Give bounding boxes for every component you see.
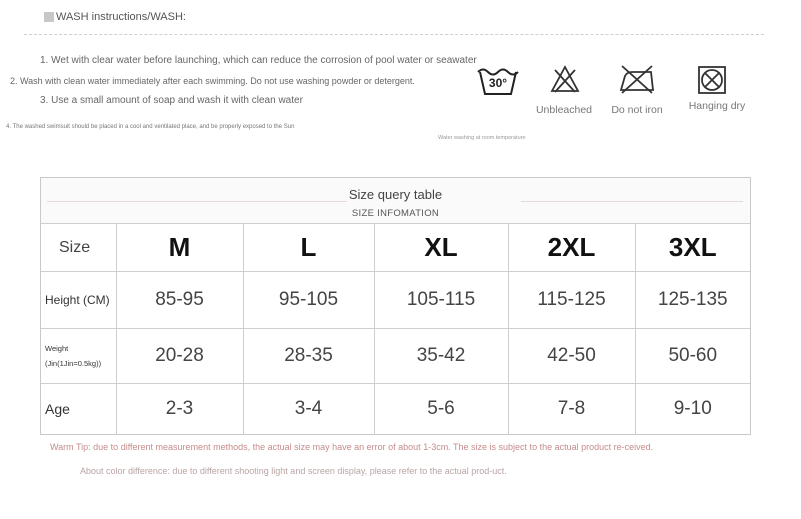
color-difference-tip: About color difference: due to different shooting light and screen display, please refer to the actual prod-uct. xyxy=(80,466,507,476)
table-cell: 105-115 xyxy=(374,272,508,329)
size-header-row xyxy=(41,224,750,272)
table-cell: 9-10 xyxy=(635,384,750,435)
no-iron-label: Do not iron xyxy=(611,104,663,116)
wash-title-text: WASH instructions/WASH: xyxy=(56,11,186,23)
size-table-title: Size query table xyxy=(348,187,443,202)
no-bleach-icon xyxy=(550,64,580,94)
size-grid xyxy=(41,223,750,435)
table-cell: 20-28 xyxy=(116,329,243,384)
size-header-cell: 2XL xyxy=(508,224,635,272)
size-header-cell: 3XL xyxy=(635,224,750,272)
table-cell: 5-6 xyxy=(374,384,508,435)
divider xyxy=(24,34,764,35)
size-corner-label: Size xyxy=(41,224,116,272)
hanging-dry-icon xyxy=(697,65,727,95)
table-cell: 42-50 xyxy=(508,329,635,384)
weight-label: Weight xyxy=(45,343,69,353)
size-table-subtitle: SIZE INFOMATION xyxy=(351,208,440,219)
table-cell: 28-35 xyxy=(243,329,374,384)
wash-instruction-1: 1. Wet with clear water before launching, which can reduce the corrosion of pool water or seawater xyxy=(40,55,477,66)
size-header-cell: XL xyxy=(374,224,508,272)
size-table xyxy=(40,177,751,435)
hanging-dry-label: Hanging dry xyxy=(688,100,746,112)
table-cell: 3-4 xyxy=(243,384,374,435)
table-cell: 7-8 xyxy=(508,384,635,435)
wash-30-icon xyxy=(477,66,519,98)
size-table-header xyxy=(41,178,750,224)
wash-temperature: 30° xyxy=(488,76,508,90)
no-iron-icon xyxy=(618,64,656,94)
no-bleach-label: Unbleached xyxy=(535,104,593,116)
square-bullet-icon xyxy=(44,12,54,22)
table-cell: 50-60 xyxy=(635,329,750,384)
row-label-height: Height (CM) xyxy=(41,272,116,329)
table-cell: 95-105 xyxy=(243,272,374,329)
table-cell: 125-135 xyxy=(635,272,750,329)
table-cell: 85-95 xyxy=(116,272,243,329)
size-header-cell: L xyxy=(243,224,374,272)
row-label-age: Age xyxy=(41,384,116,435)
wash-label: Water washing at room temperature xyxy=(438,135,526,141)
wash-instruction-2: 2. Wash with clean water immediately after each swimming. Do not use washing powder or detergent. xyxy=(10,76,415,86)
table-cell: 35-42 xyxy=(374,329,508,384)
table-cell: 2-3 xyxy=(116,384,243,435)
wash-instruction-3: 3. Use a small amount of soap and wash it with clean water xyxy=(40,95,303,106)
row-label-weight xyxy=(41,329,116,384)
weight-unit-label: (Jin(1Jin=0.5kg)) xyxy=(45,358,102,368)
warm-tip: Warm Tip: due to different measurement methods, the actual size may have an error of about 1-3cm. The size is subject to the actual product re-ceived. xyxy=(50,442,654,452)
table-row xyxy=(41,272,750,329)
wash-instruction-4: 4. The washed swimsuit should be placed in a cool and ventilated place, and be properly exposed to the Sun xyxy=(6,124,295,130)
wash-instructions-title xyxy=(44,11,186,23)
table-cell: 115-125 xyxy=(508,272,635,329)
table-row xyxy=(41,329,750,384)
size-header-cell: M xyxy=(116,224,243,272)
table-row xyxy=(41,384,750,435)
